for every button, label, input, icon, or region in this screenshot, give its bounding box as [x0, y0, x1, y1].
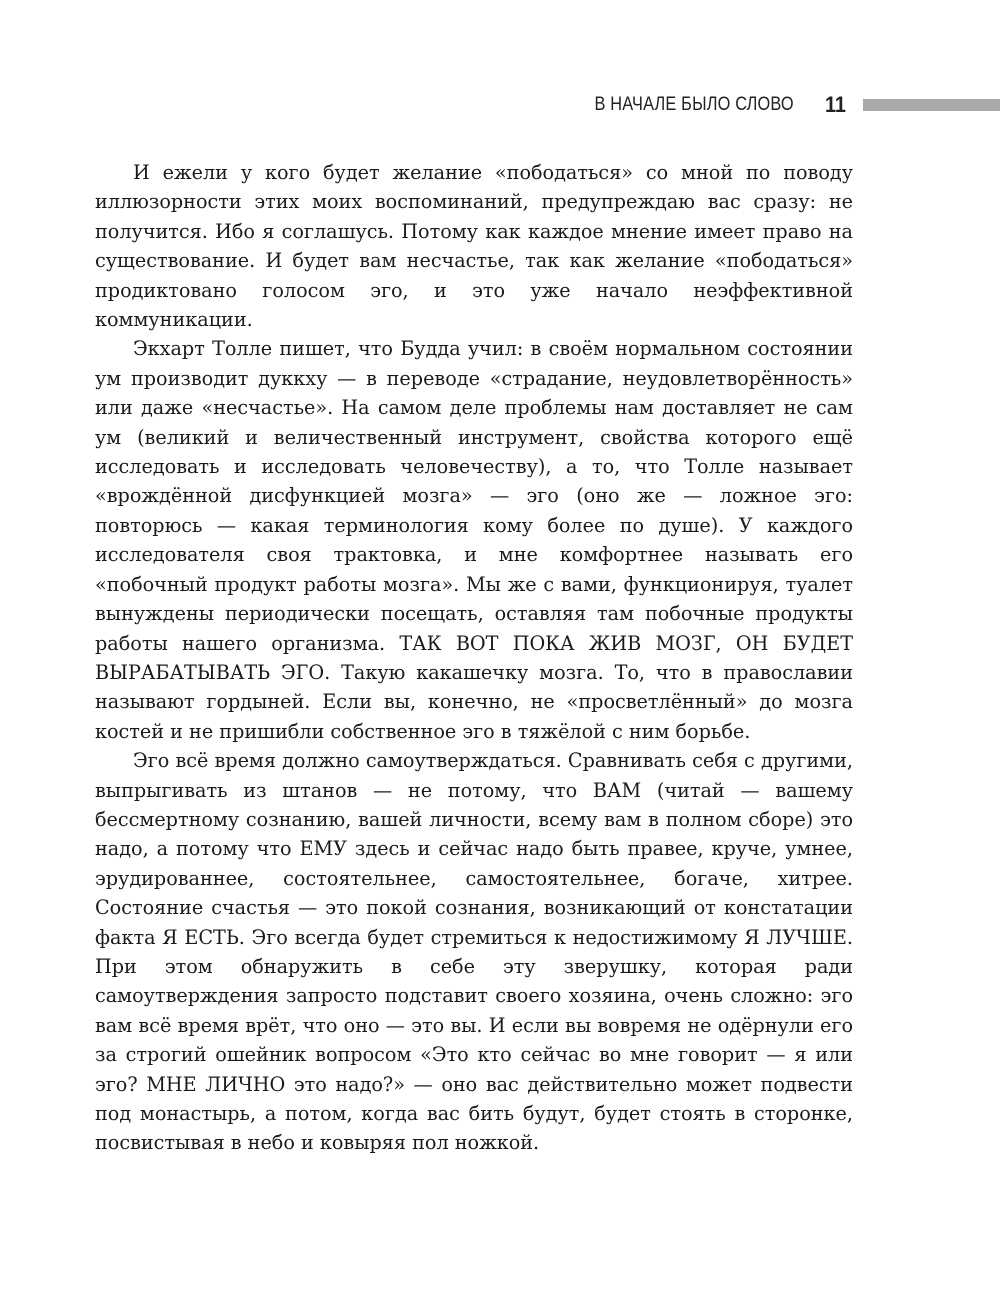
body-text — [95, 158, 853, 1158]
page-number: 11 — [825, 92, 846, 117]
paragraph-1: И ежели у кого будет желание «пободаться» со мной по поводу иллюзорности этих моих воспоминаний, предупреждаю вас сразу: не получится. Ибо я соглашусь. Потому как каждое мнение имеет право на существование. И будет вам несчастье, так как желание «пободаться» продиктовано голосом эго, и это уже начало неэффективной коммуникации. — [95, 161, 853, 332]
paragraph-2: Экхарт Толле пишет, что Будда учил: в своём нормальном состоянии ум производит дуккху — в переводе «страдание, неудовлетворённость» или даже «несчастье». На самом деле проблемы нам доставляет не сам ум (великий и величественный инструмент, свойства которого ещё исследовать и исследовать человечеству), а то, что Толле называет «врождённой дисфункцией мозга» — эго (оно же — ложное эго: повторюсь — какая терминология кому более по душе). У каждого исследователя своя трактовка, и мне комфортнее называть его «побочный продукт работы мозга». Мы же с вами, функционируя, туалет вынуждены периодически посещать, оставляя там побочные продукты работы нашего организма. ТАК ВОТ ПОКА ЖИВ МОЗГ, ОН БУДЕТ ВЫРАБАТЫВАТЬ ЭГО. Такую какашечку мозга. То, что в православии называют гордыней. Если вы, конечно, не «просветлённый» до мозга костей и не пришибли собственное эго в тяжёлой с ним борьбе. — [95, 337, 853, 743]
running-head — [0, 92, 1000, 122]
header-decorative-bar — [863, 99, 1000, 111]
paragraph-3: Эго всё время должно самоутверждаться. Сравнивать себя с другими, выпрыгивать из штанов — не потому, что ВАМ (читай — вашему бессмертному сознанию, вашей личности, всему вам в полном сборе) это надо, а потому что ЕМУ здесь и сейчас надо быть правее, круче, умнее, эрудированнее, состоятельнее, самостоятельнее, богаче, хитрее. Состояние счастья — это покой сознания, возникающий от констатации факта Я ЕСТЬ. Эго всегда будет стремиться к недостижимому Я ЛУЧШЕ. При этом обнаружить в себе эту зверушку, которая ради самоутверждения запросто подставит своего хозяина, очень сложно: эго вам всё время врёт, что оно — это вы. И если вы вовремя не одёрнули его за строгий ошейник вопросом «Это кто сейчас во мне говорит — я или эго? МНЕ ЛИЧНО это надо?» — оно вас действительно может подвести под монастырь, а потом, когда вас бить будут, будет стоять в сторонке, посвистывая в небо и ковыряя пол ножкой. — [95, 749, 853, 1155]
chapter-title: В НАЧАЛЕ БЫЛО СЛОВО — [594, 94, 794, 115]
